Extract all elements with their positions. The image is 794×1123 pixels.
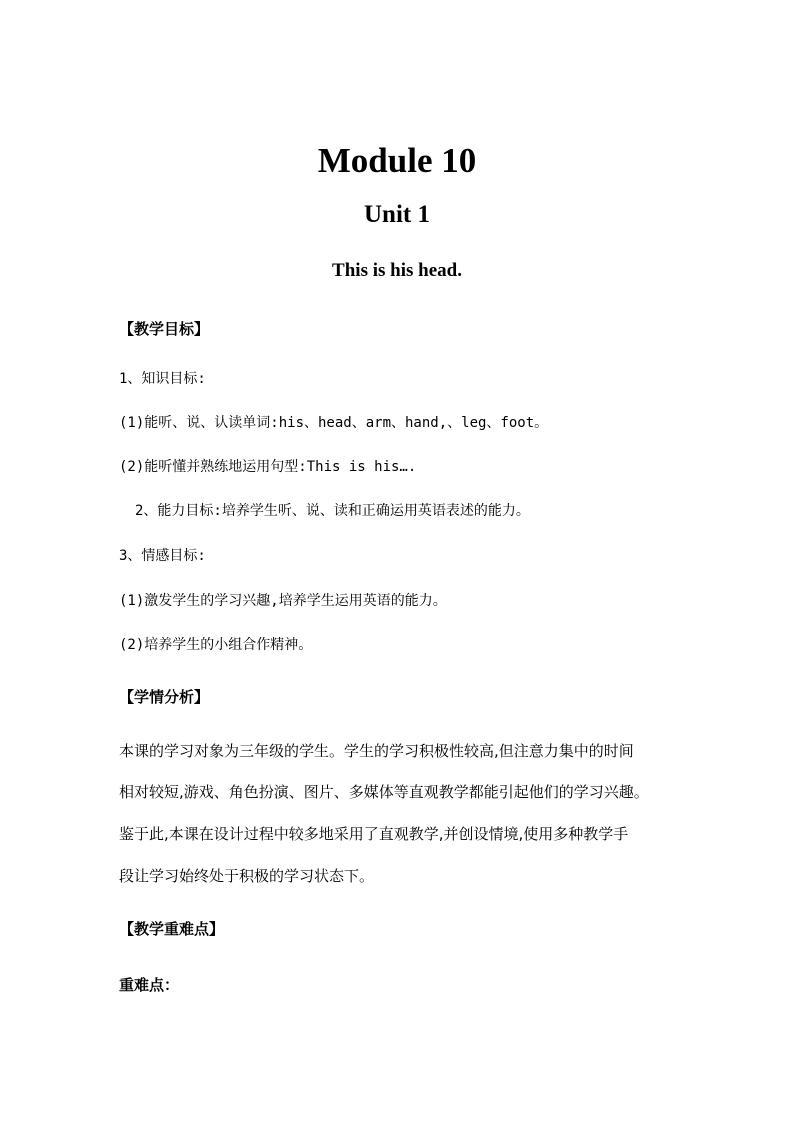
analysis-line: 鉴于此,本课在设计过程中较多地采用了直观教学,并创设情境,使用多种教学手 — [119, 825, 629, 843]
section-heading-keypoints: 【教学重难点】 — [119, 920, 225, 938]
goal-line: 2、能力目标:培养学生听、说、读和正确运用英语表述的能力。 — [135, 503, 530, 519]
goal-line: (2)能听懂并熟练地运用句型:This is his…. — [119, 459, 417, 475]
goal-line: (2)培养学生的小组合作精神。 — [119, 637, 313, 653]
unit-title: Unit 1 — [364, 201, 430, 228]
keypoints-label: 重难点： — [119, 976, 180, 994]
goal-line: 3、情感目标: — [119, 548, 206, 564]
analysis-line: 本课的学习对象为三年级的学生。学生的学习积极性较高,但注意力集中的时间 — [119, 742, 634, 760]
analysis-line: 段让学习始终处于积极的学习状态下。 — [119, 867, 375, 885]
module-title: Module 10 — [317, 141, 477, 180]
section-heading-goals: 【教学目标】 — [119, 320, 210, 338]
goal-line: (1)能听、说、认读单词:his、head、arm、hand,、leg、foot。 — [119, 415, 549, 431]
goal-line: (1)激发学生的学习兴趣,培养学生运用英语的能力。 — [119, 593, 447, 609]
lesson-title: This is his head. — [332, 260, 462, 281]
analysis-line: 相对较短,游戏、角色扮演、图片、多媒体等直观教学都能引起他们的学习兴趣。 — [119, 783, 649, 801]
section-heading-analysis: 【学情分析】 — [119, 688, 210, 706]
goal-line: 1、知识目标: — [119, 371, 206, 387]
